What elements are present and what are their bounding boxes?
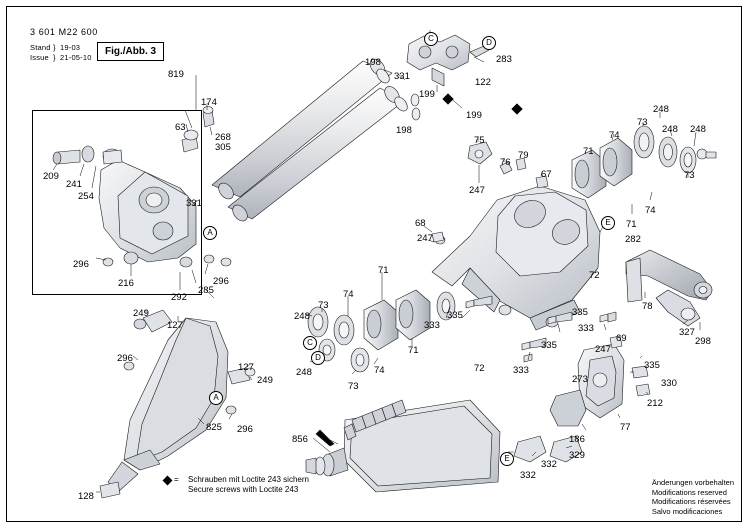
callout-69: 69	[616, 333, 627, 344]
section-mark-d: D	[311, 351, 325, 365]
callout-74: 74	[609, 130, 620, 141]
rights-line-1: Modifications reserved	[651, 487, 727, 497]
callout-327: 327	[679, 327, 695, 338]
callout-273: 273	[572, 374, 588, 385]
callout-72: 72	[589, 270, 600, 281]
callout-856: 856	[292, 434, 308, 445]
callout-254: 254	[78, 191, 94, 202]
callout-75: 75	[474, 135, 485, 146]
callout-333: 333	[513, 365, 529, 376]
rights-notice	[652, 478, 734, 516]
callout-73: 73	[637, 117, 648, 128]
callout-296: 296	[73, 259, 89, 270]
brace-glyph: } }	[53, 43, 56, 62]
callout-330: 330	[661, 378, 677, 389]
section-mark-a: A	[209, 391, 223, 405]
callout-329: 329	[569, 450, 585, 461]
section-mark-e: E	[601, 216, 615, 230]
callout-73: 73	[348, 381, 359, 392]
legend-equals: =	[174, 475, 179, 484]
callout-72: 72	[474, 363, 485, 374]
callout-209: 209	[43, 171, 59, 182]
callout-285: 285	[198, 285, 214, 296]
callout-333: 333	[424, 320, 440, 331]
section-mark-c: C	[303, 336, 317, 350]
callout-248: 248	[294, 311, 310, 322]
rights-line-2: Modifications réservées	[651, 497, 731, 506]
legend-line-de: Schrauben mit Loctite 243 sichern	[188, 475, 309, 484]
callout-331: 331	[394, 71, 410, 82]
callout-247: 247	[595, 344, 611, 355]
section-mark-a: A	[203, 226, 217, 240]
callout-248: 248	[653, 104, 669, 115]
callout-74: 74	[645, 205, 656, 216]
callout-199: 199	[466, 110, 482, 121]
callout-74: 74	[343, 289, 354, 300]
callout-298: 298	[695, 336, 711, 347]
callout-248: 248	[662, 124, 678, 135]
callout-198: 198	[396, 125, 412, 136]
callout-332: 332	[541, 459, 557, 470]
callout-127: 127	[238, 362, 254, 373]
callout-249: 249	[133, 308, 149, 319]
callout-74: 74	[374, 365, 385, 376]
callout-174: 174	[201, 97, 217, 108]
callout-68: 68	[415, 218, 426, 229]
callout-79: 79	[518, 150, 529, 161]
callout-127: 127	[167, 320, 183, 331]
callout-71: 71	[408, 345, 419, 356]
callout-283: 283	[496, 54, 512, 65]
callout-73: 73	[318, 300, 329, 311]
callout-186: 186	[569, 434, 585, 445]
callout-71: 71	[583, 146, 594, 157]
callout-241: 241	[66, 179, 82, 190]
section-mark-e: E	[500, 452, 514, 466]
callout-247: 247	[417, 233, 433, 244]
figure-label: Fig./Abb. 3	[97, 42, 164, 61]
callout-331: 331	[186, 198, 202, 209]
callout-825: 825	[206, 422, 222, 433]
callout-249: 249	[257, 375, 273, 386]
rights-line-0: Änderungen vorbehalten	[651, 478, 734, 487]
callout-122: 122	[475, 77, 491, 88]
issue-label: Issue	[30, 53, 49, 62]
callout-335: 335	[644, 360, 660, 371]
section-mark-c: C	[424, 32, 438, 46]
part-number: 3 601 M22 600	[30, 27, 98, 37]
callout-305: 305	[215, 142, 231, 153]
callout-199: 199	[419, 89, 435, 100]
callout-71: 71	[378, 265, 389, 276]
callout-71: 71	[626, 219, 637, 230]
legend-line-en: Secure screws with Loctite 243	[188, 485, 299, 494]
callout-67: 67	[541, 169, 552, 180]
callout-296: 296	[237, 424, 253, 435]
callout-335: 335	[572, 307, 588, 318]
callout-333: 333	[578, 323, 594, 334]
callout-292: 292	[171, 292, 187, 303]
date-de: 19-03	[60, 43, 81, 52]
callout-335: 335	[541, 340, 557, 351]
callout-248: 248	[296, 367, 312, 378]
callout-63: 63	[175, 122, 186, 133]
callout-77: 77	[620, 422, 631, 433]
callout-128: 128	[78, 491, 94, 502]
callout-248: 248	[690, 124, 706, 135]
legend	[174, 475, 309, 495]
callout-216: 216	[118, 278, 134, 289]
callout-282: 282	[625, 234, 641, 245]
section-mark-d: D	[482, 36, 496, 50]
callout-332: 332	[520, 470, 536, 481]
callout-198: 198	[365, 57, 381, 68]
callout-73: 73	[684, 170, 695, 181]
callout-76: 76	[500, 157, 511, 168]
stand-label: Stand	[30, 43, 51, 52]
callout-819: 819	[168, 69, 184, 80]
callout-78: 78	[642, 301, 653, 312]
date-en: 21-05-10	[60, 53, 92, 62]
callout-296: 296	[213, 276, 229, 287]
rights-line-3: Salvo modificaciones	[651, 506, 723, 516]
callout-247: 247	[469, 185, 485, 196]
callout-212: 212	[647, 398, 663, 409]
callout-335: 335	[447, 310, 463, 321]
callout-296: 296	[117, 353, 133, 364]
callout-268: 268	[215, 132, 231, 143]
